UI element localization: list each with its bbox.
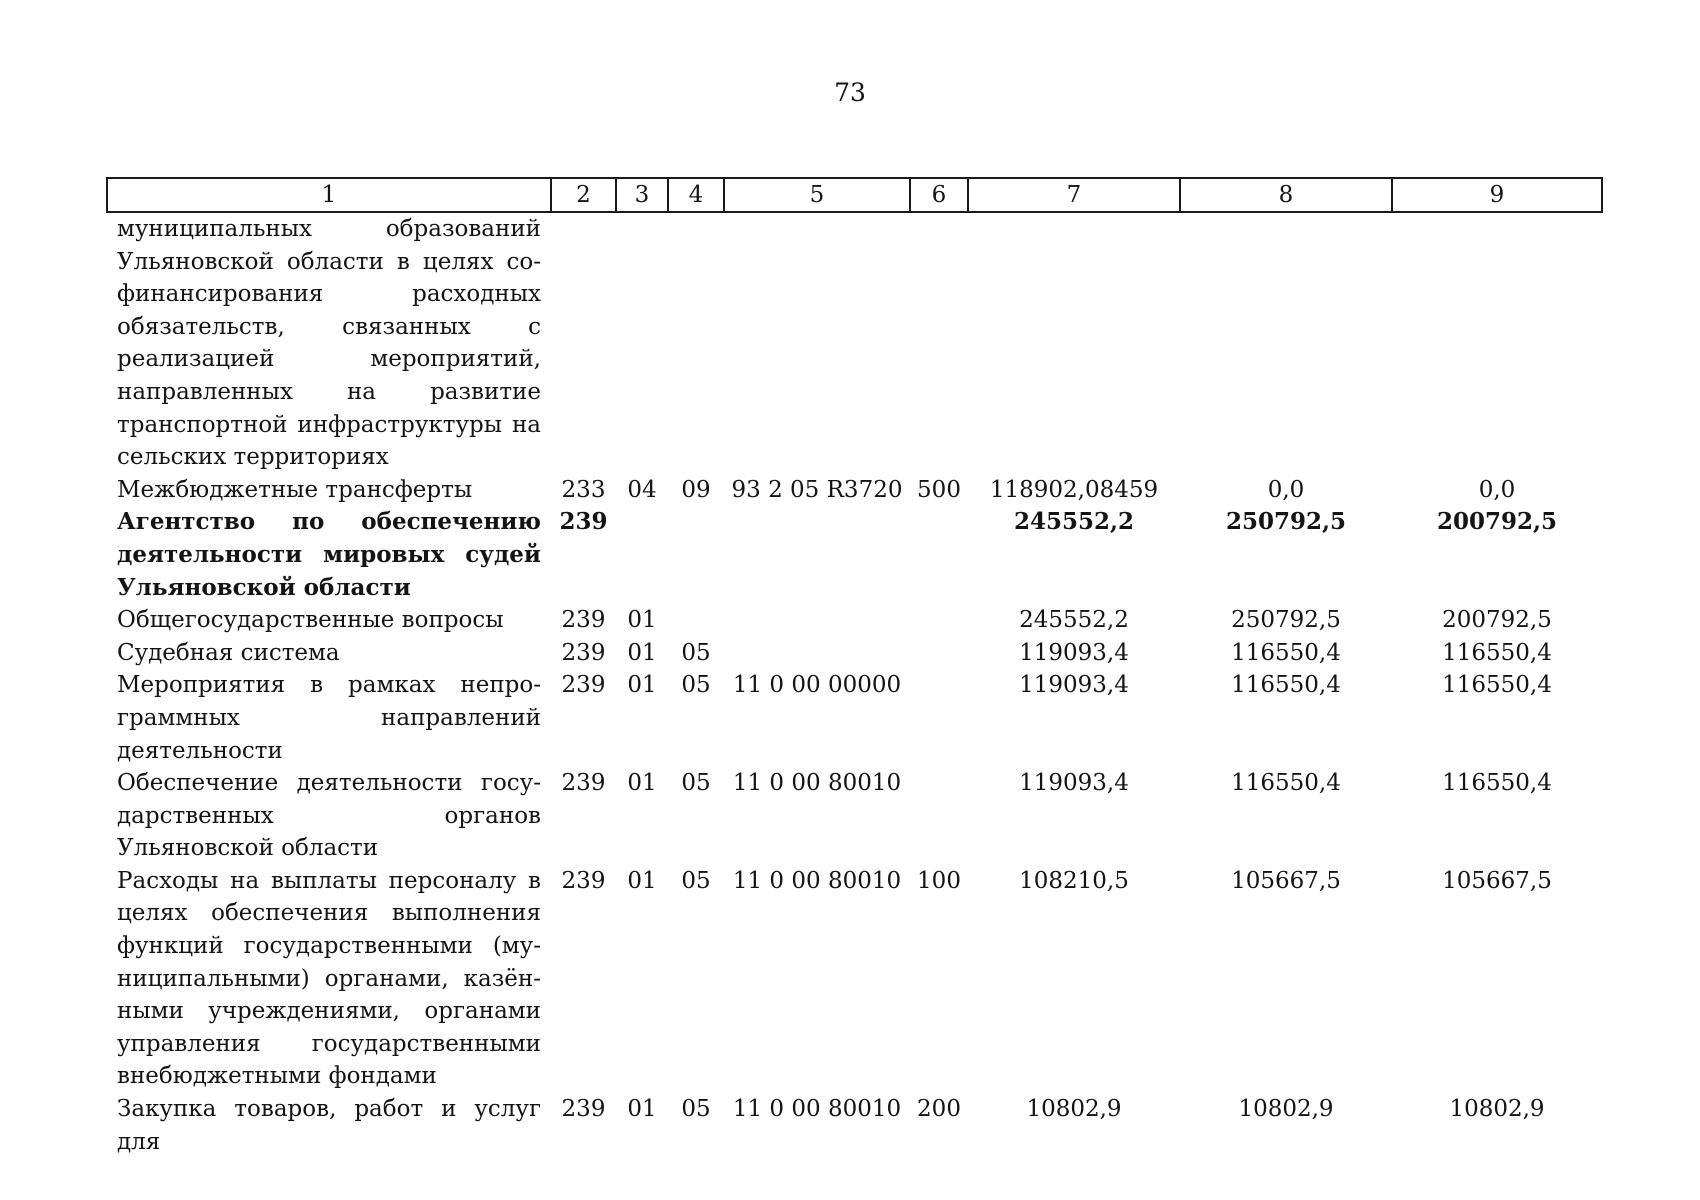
cell-col-9: 0,0 <box>1478 476 1516 503</box>
cell-col-7: 119093,4 <box>1019 672 1129 699</box>
cell-col-4: 05 <box>681 867 711 894</box>
cell-col-5 <box>724 506 910 604</box>
cell-col-5: 11 0 00 80010 <box>732 867 902 894</box>
row-name: Обеспечение деятельности государственных органов Ульяновской области <box>117 770 541 862</box>
row-name: Судебная система <box>117 639 340 666</box>
cell-col-5: 11 0 00 00000 <box>732 672 902 699</box>
cell-col-5 <box>724 637 910 670</box>
column-header: 5 <box>724 178 910 212</box>
table-row <box>107 1093 1602 1158</box>
column-header: 1 <box>107 178 551 212</box>
cell-col-6: 100 <box>917 867 961 894</box>
column-header: 4 <box>668 178 724 212</box>
cell-col-5: 11 0 00 80010 <box>732 770 902 797</box>
column-header: 8 <box>1180 178 1392 212</box>
cell-col-6 <box>910 767 968 865</box>
column-header: 2 <box>551 178 616 212</box>
cell-col-2: 239 <box>561 639 606 666</box>
cell-col-8: 0,0 <box>1267 476 1305 503</box>
cell-col-9: 116550,4 <box>1442 672 1552 699</box>
cell-col-6: 200 <box>917 1096 961 1123</box>
cell-col-6 <box>910 212 968 474</box>
cell-col-6 <box>910 506 968 604</box>
cell-col-8: 10802,9 <box>1238 1096 1334 1123</box>
cell-col-9: 105667,5 <box>1442 867 1552 894</box>
cell-col-3: 01 <box>627 639 657 666</box>
cell-col-8 <box>1180 212 1392 474</box>
cell-col-5 <box>724 604 910 637</box>
cell-col-3: 01 <box>627 672 657 699</box>
cell-col-8: 116550,4 <box>1231 639 1341 666</box>
row-name: муниципальных образований Ульяновской области в целях софинансирования расходных обязательств, связанных с реализацией мероприятий, направленных на развитие транспортной инфраструктуры на сельских территориях <box>117 216 541 471</box>
cell-col-7: 245552,2 <box>1019 607 1129 634</box>
cell-col-2: 239 <box>561 672 606 699</box>
cell-col-8: 116550,4 <box>1231 672 1341 699</box>
row-name: Мероприятия в рамках непрограммных направлений деятельности <box>117 672 541 764</box>
cell-col-9: 200792,5 <box>1436 508 1558 536</box>
cell-col-4 <box>668 604 724 637</box>
budget-table <box>106 177 1603 1158</box>
cell-col-2 <box>551 212 616 474</box>
cell-col-5: 11 0 00 80010 <box>732 1096 902 1123</box>
cell-col-9 <box>1392 212 1602 474</box>
cell-col-3 <box>616 212 668 474</box>
cell-col-2: 239 <box>561 867 606 894</box>
cell-col-7: 119093,4 <box>1019 639 1129 666</box>
cell-col-4: 09 <box>681 476 711 503</box>
cell-col-4: 05 <box>681 1096 711 1123</box>
cell-col-7: 118902,08459 <box>989 476 1159 503</box>
row-name: Межбюджетные трансферты <box>117 476 473 503</box>
cell-col-4 <box>668 506 724 604</box>
cell-col-7: 119093,4 <box>1019 770 1129 797</box>
cell-col-6 <box>910 669 968 767</box>
cell-col-2: 233 <box>561 476 606 503</box>
column-header: 6 <box>910 178 968 212</box>
column-header: 9 <box>1392 178 1602 212</box>
cell-col-3: 01 <box>627 867 657 894</box>
table-row <box>107 767 1602 865</box>
cell-col-6 <box>910 604 968 637</box>
cell-col-4 <box>668 212 724 474</box>
row-name: Агентство по обеспечению деятельности мировых судей Ульяновской области <box>117 508 541 601</box>
cell-col-7: 108210,5 <box>1019 867 1129 894</box>
row-name: Расходы на выплаты персоналу в целях обеспечения выполнения функций государственными (муниципальными) органами, казёнными учреждениями, органами управления государственными внебюджетными фондами <box>117 867 541 1090</box>
cell-col-2: 239 <box>561 1096 606 1123</box>
cell-col-3: 01 <box>627 607 657 634</box>
cell-col-8: 250792,5 <box>1231 607 1341 634</box>
cell-col-2: 239 <box>561 770 606 797</box>
column-header: 3 <box>616 178 668 212</box>
cell-col-3: 04 <box>627 476 657 503</box>
cell-col-7: 10802,9 <box>1026 1096 1122 1123</box>
cell-col-2: 239 <box>559 508 608 536</box>
cell-col-7: 245552,2 <box>1013 508 1135 536</box>
cell-col-4: 05 <box>681 672 711 699</box>
cell-col-4: 05 <box>681 639 711 666</box>
table-row <box>107 474 1602 507</box>
cell-col-4: 05 <box>681 770 711 797</box>
cell-col-9: 200792,5 <box>1442 607 1552 634</box>
cell-col-6: 500 <box>917 476 961 503</box>
table-row <box>107 865 1602 1093</box>
cell-col-7 <box>968 212 1180 474</box>
cell-col-6 <box>910 637 968 670</box>
table-body <box>107 212 1602 1158</box>
cell-col-8: 105667,5 <box>1231 867 1341 894</box>
cell-col-3: 01 <box>627 1096 657 1123</box>
table-row <box>107 604 1602 637</box>
table-row <box>107 506 1602 604</box>
cell-col-9: 116550,4 <box>1442 639 1552 666</box>
cell-col-9: 116550,4 <box>1442 770 1552 797</box>
table-row <box>107 669 1602 767</box>
table-header <box>107 178 1602 212</box>
cell-col-3 <box>616 506 668 604</box>
cell-col-8: 116550,4 <box>1231 770 1341 797</box>
page-number: 73 <box>834 78 866 107</box>
row-name: Общегосударственные вопросы <box>117 607 504 634</box>
cell-col-3: 01 <box>627 770 657 797</box>
cell-col-5 <box>724 212 910 474</box>
cell-col-5: 93 2 05 R3720 <box>731 476 903 503</box>
cell-col-9: 10802,9 <box>1449 1096 1545 1123</box>
table-row <box>107 637 1602 670</box>
column-header: 7 <box>968 178 1180 212</box>
row-name: Закупка товаров, работ и услуг для <box>117 1096 541 1155</box>
table-row <box>107 212 1602 474</box>
cell-col-8: 250792,5 <box>1225 508 1347 536</box>
cell-col-2: 239 <box>561 607 606 634</box>
